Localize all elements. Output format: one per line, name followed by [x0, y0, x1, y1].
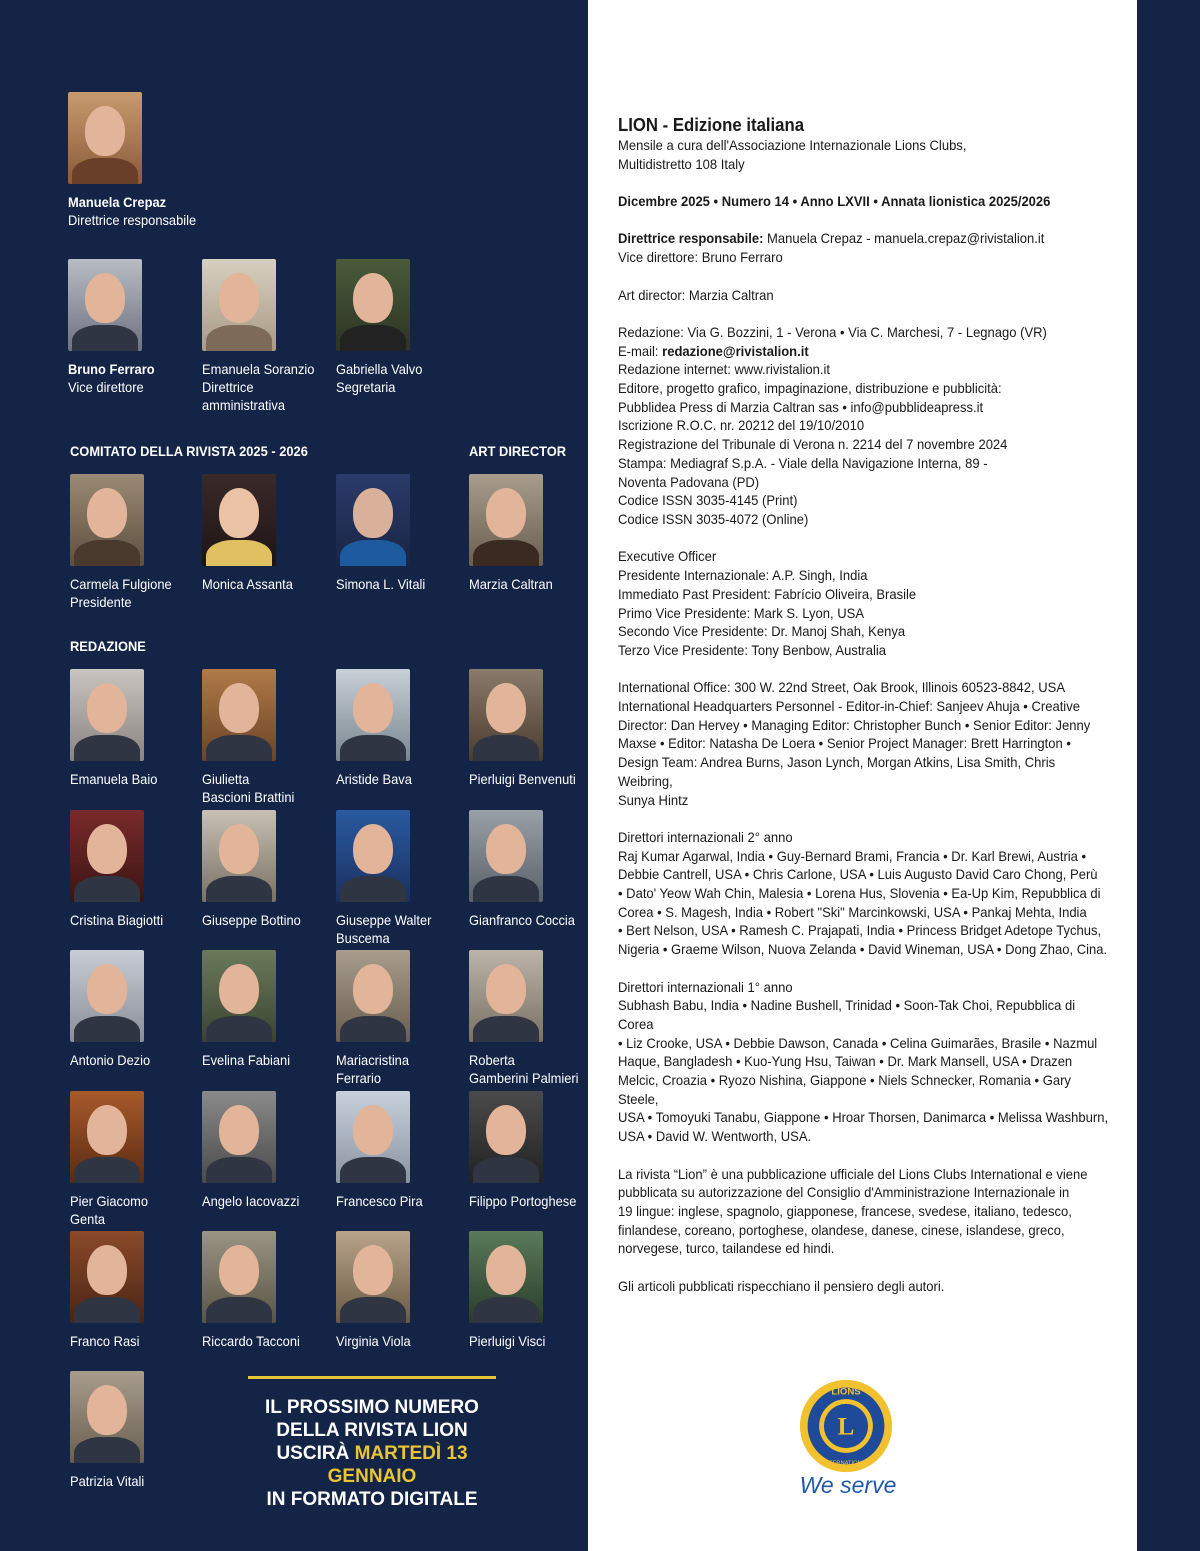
art-line: Art director: Marzia Caltran [618, 286, 774, 303]
redazione-card [70, 1371, 195, 1490]
text-line: Melcic, Croazia • Ryozo Nishina, Giappone • Niels Schnecker, Romania • Gary Steele, [618, 1072, 1071, 1107]
portrait-photo [336, 1091, 410, 1183]
person-name-line2: Genta [70, 1211, 106, 1227]
portrait-photo [70, 810, 144, 902]
direttrice-label: Direttrice responsabile: [618, 230, 764, 247]
committee-card [70, 474, 195, 611]
person-name: Roberta [469, 1052, 515, 1068]
vice-line: Vice direttore: Bruno Ferraro [618, 249, 783, 266]
text-line: Redazione internet: www.rivistalion.it [618, 361, 831, 378]
portrait-photo [202, 1231, 276, 1323]
info-block [618, 360, 1108, 528]
redazione-card [469, 810, 594, 929]
logo-bottom-text: INTERNATIONAL [823, 1460, 869, 1467]
text-line: International Office: 300 W. 22nd Street, Oak Brook, Illinois 60523-8842, USA [618, 679, 1066, 696]
redazione-card [469, 1091, 594, 1210]
redazione-card [202, 950, 327, 1069]
person-role: Direttrice [202, 379, 254, 395]
text-line: Nigeria • Graeme Wilson, Nuova Zelanda • David Wineman, USA • Dong Zhao, Cina. [618, 941, 1108, 958]
redazione-card [202, 810, 327, 929]
person-name: Emanuela Soranzio [202, 361, 315, 377]
redazione-card [202, 669, 327, 806]
person-name-line2: Buscema [336, 930, 390, 946]
redazione-card [70, 950, 195, 1069]
text-line: • Dato' Yeow Wah Chin, Malesia • Lorena Hus, Slovenia • Ea-Up Kim, Repubblica di [618, 885, 1101, 902]
person-role: Presidente [70, 594, 132, 610]
directors-2-block [618, 828, 1108, 959]
committee-title: COMITATO DELLA RIVISTA 2025 - 2026 [70, 443, 308, 459]
masthead [618, 114, 1108, 1314]
person-name: Gabriella Valvo [336, 361, 423, 377]
portrait-photo [202, 474, 276, 566]
redazione-card [336, 669, 461, 788]
person-name: Simona L. Vitali [336, 576, 426, 592]
person-name-line2: Gamberini Palmieri [469, 1070, 579, 1086]
person-name: Gianfranco Coccia [469, 912, 575, 928]
portrait-photo [469, 1231, 543, 1323]
text-line: Director: Dan Hervey • Managing Editor: Christopher Bunch • Senior Editor: Jenny [618, 716, 1091, 733]
text-line: Iscrizione R.O.C. nr. 20212 del 19/10/2010 [618, 417, 865, 434]
text-line: finlandese, coreano, portoghese, olandese, danese, cinese, islandese, greco, [618, 1221, 1065, 1238]
person-role: Segretaria [336, 379, 396, 395]
portrait-photo [202, 810, 276, 902]
portrait-photo [70, 474, 144, 566]
text-line: Noventa Padovana (PD) [618, 473, 760, 490]
text-line: Stampa: Mediagraf S.p.A. - Viale della Navigazione Interna, 89 - [618, 454, 988, 471]
art-director-title: ART DIRECTOR [469, 443, 567, 459]
text-line: Codice ISSN 3035-4145 (Print) [618, 492, 798, 509]
redazione-card [469, 950, 594, 1087]
portrait-photo [336, 950, 410, 1042]
portrait-photo [469, 1091, 543, 1183]
director-card [68, 92, 197, 229]
directors-1-block [618, 978, 1108, 1146]
person-name: Evelina Fabiani [202, 1052, 291, 1068]
portrait-photo [336, 1231, 410, 1323]
portrait-photo [336, 474, 410, 566]
person-name: Francesco Pira [336, 1193, 423, 1209]
text-line: Raj Kumar Agarwal, India • Guy-Bernard Brami, Francia • Dr. Karl Brewi, Austria • [618, 847, 1087, 864]
email-label: E-mail: [618, 342, 663, 359]
portrait-photo [70, 669, 144, 761]
redazione-card [70, 810, 195, 929]
committee-card [336, 474, 461, 593]
lions-logo-icon [798, 1378, 894, 1474]
portrait-photo [336, 259, 410, 351]
masthead-title: LION - Edizione italiana [618, 115, 805, 135]
logo-top-text: LIONS [831, 1386, 861, 1398]
redazione-card [70, 669, 195, 788]
text-line: Editore, progetto grafico, impaginazione, distribuzione e pubblicità: [618, 380, 1002, 397]
text-line: norvegese, turco, tailandese ed hindi. [618, 1240, 835, 1257]
redazione-title: REDAZIONE [70, 638, 146, 654]
redazione-card [202, 1231, 327, 1350]
committee-card [202, 474, 327, 593]
email-link[interactable]: redazione@rivistalion.it [662, 342, 809, 359]
right-panel [588, 0, 1137, 1551]
redazione-card [469, 1231, 594, 1350]
person-role: amministrativa [202, 397, 286, 413]
executive-block [618, 547, 1108, 659]
portrait-photo [469, 669, 543, 761]
next-issue-line: DELLA RIVISTA LION [276, 1420, 468, 1441]
masthead-subtitle: Mensile a cura dell'Associazione Internazionale Lions Clubs, [618, 137, 967, 153]
text-line: • Liz Crooke, USA • Debbie Dawson, Canada • Celina Guimarães, Brasile • Nazmul [618, 1034, 1098, 1051]
staff-card [202, 259, 327, 414]
person-role: Vice direttore [68, 379, 144, 395]
person-name: Emanuela Baio [70, 771, 158, 787]
left-panel [0, 0, 588, 1551]
person-name-line2: Bascioni Brattini [202, 789, 295, 805]
text-line: Design Team: Andrea Burns, Jason Lynch, Morgan Atkins, Lisa Smith, Chris Weibring, [618, 754, 1056, 789]
portrait-photo [70, 1231, 144, 1323]
person-name: Giulietta [202, 771, 250, 787]
text-line: International Headquarters Personnel - Editor-in-Chief: Sanjeev Ahuja • Creative [618, 698, 1080, 714]
person-name: Riccardo Tacconi [202, 1333, 300, 1349]
portrait-photo [68, 259, 142, 351]
person-name: Monica Assanta [202, 576, 293, 592]
person-name: Marzia Caltran [469, 576, 553, 592]
text-line: USA • Tomoyuki Tanabu, Giappone • Hroar Thorsen, Danimarca • Melissa Washburn, [618, 1109, 1109, 1126]
redazione-card [336, 1091, 461, 1210]
redazione-card [70, 1091, 195, 1228]
text-line: La rivista “Lion” è una pubblicazione ufficiale del Lions Clubs International e viene [618, 1165, 1088, 1182]
disclaimer: Gli articoli pubblicati rispecchiano il pensiero degli autori. [618, 1277, 945, 1294]
international-block [618, 678, 1108, 809]
redazione-card [70, 1231, 195, 1350]
direttrice-line [618, 229, 1108, 248]
person-name: Pierluigi Benvenuti [469, 771, 576, 787]
next-issue-date: MARTEDÌ 13 GENNAIO [327, 1443, 468, 1487]
person-name: Antonio Dezio [70, 1052, 151, 1068]
right-edge-strip [1137, 0, 1200, 1551]
slogan: We serve [799, 1472, 897, 1498]
next-issue-banner [248, 1376, 496, 1511]
email-line [618, 342, 1108, 361]
staff-card [336, 259, 461, 396]
next-issue-line [248, 1442, 496, 1488]
person-name: Giuseppe Bottino [202, 912, 301, 928]
text-line: Registrazione del Tribunale di Verona n. 2214 del 7 novembre 2024 [618, 436, 1008, 453]
person-name: Angelo Iacovazzi [202, 1193, 300, 1209]
art-director-card [469, 474, 594, 593]
portrait-photo [202, 1091, 276, 1183]
person-name: Carmela Fulgione [70, 576, 172, 592]
redazione-card [336, 950, 461, 1087]
text-line: Secondo Vice Presidente: Dr. Manoj Shah, Kenya [618, 623, 906, 640]
person-name: Aristide Bava [336, 771, 412, 787]
issue-info: Dicembre 2025 • Numero 14 • Anno LXVII • Annata lionistica 2025/2026 [618, 193, 1051, 210]
logo-letter: L [837, 1413, 855, 1441]
masthead-subtitle: Multidistretto 108 Italy [618, 155, 745, 172]
text-line: Pubblidea Press di Marzia Caltran sas • info@pubblideapress.it [618, 398, 984, 415]
portrait-photo [202, 950, 276, 1042]
person-name: Pier Giacomo [70, 1193, 149, 1209]
person-name-line2: Ferrario [336, 1070, 382, 1086]
text-line: USA • David W. Wentworth, USA. [618, 1128, 812, 1145]
portrait-photo [469, 950, 543, 1042]
portrait-photo [202, 259, 276, 351]
portrait-photo [70, 1091, 144, 1183]
next-issue-line: IN FORMATO DIGITALE [266, 1489, 478, 1510]
person-role: Direttrice responsabile [68, 212, 197, 228]
person-name: Cristina Biagiotti [70, 912, 164, 928]
portrait-photo [68, 92, 142, 184]
text-line: Executive Officer [618, 548, 717, 565]
redazione-card [469, 669, 594, 788]
text-line: Presidente Internazionale: A.P. Singh, India [618, 567, 868, 584]
text-line: Direttori internazionali 1° anno [618, 978, 793, 995]
next-issue-text: USCIRÀ [276, 1443, 355, 1464]
person-name: Patrizia Vitali [70, 1473, 145, 1489]
text-line: Immediato Past President: Fabrício Oliveira, Brasile [618, 585, 917, 602]
person-name: Mariacristina [336, 1052, 410, 1068]
redazione-line: Redazione: Via G. Bozzini, 1 - Verona • Via C. Marchesi, 7 - Legnago (VR) [618, 323, 1047, 340]
portrait-photo [202, 669, 276, 761]
text-line: Primo Vice Presidente: Mark S. Lyon, USA [618, 604, 865, 621]
direttrice-value: Manuela Crepaz - manuela.crepaz@rivistalion.it [763, 230, 1045, 247]
staff-card [68, 259, 193, 396]
text-line: Codice ISSN 3035-4072 (Online) [618, 511, 809, 527]
person-name: Giuseppe Walter [336, 912, 432, 928]
text-line: Direttori internazionali 2° anno [618, 828, 793, 845]
person-name: Pierluigi Visci [469, 1333, 546, 1349]
text-line: Sunya Hintz [618, 791, 689, 808]
text-line: • Bert Nelson, USA • Ramesh C. Prajapati, India • Princess Bridget Adetope Tychus, [618, 922, 1102, 939]
portrait-photo [469, 810, 543, 902]
text-line: pubblicata su autorizzazione del Consiglio d'Amministrazione Internazionale in [618, 1184, 1070, 1201]
next-issue-line: IL PROSSIMO NUMERO [265, 1397, 479, 1418]
person-name: Filippo Portoghese [469, 1193, 577, 1209]
text-line: Haque, Bangladesh • Kuo-Yung Hsu, Taiwan • Dr. Mark Mansell, USA • Drazen [618, 1053, 1073, 1070]
portrait-photo [336, 810, 410, 902]
redazione-card [202, 1091, 327, 1210]
text-line: Subhash Babu, India • Nadine Bushell, Trinidad • Soon-Tak Choi, Repubblica di Corea [618, 997, 1076, 1032]
text-line: Terzo Vice Presidente: Tony Benbow, Australia [618, 641, 887, 658]
text-line: Corea • S. Magesh, India • Robert "Ski" Marcinkowski, USA • Pankaj Mehta, India [618, 903, 1087, 920]
person-name: Franco Rasi [70, 1333, 140, 1349]
redazione-card [336, 810, 461, 947]
person-name: Bruno Ferraro [68, 361, 155, 377]
portrait-photo [70, 1371, 144, 1463]
portrait-photo [70, 950, 144, 1042]
rivista-block [618, 1165, 1108, 1259]
redazione-card [336, 1231, 461, 1350]
person-name: Virginia Viola [336, 1333, 411, 1349]
text-line: Debbie Cantrell, USA • Chris Carlone, USA • Luis Augusto David Caro Chong, Perù [618, 866, 1098, 883]
portrait-photo [469, 474, 543, 566]
text-line: 19 lingue: inglese, spagnolo, giapponese, francese, svedese, italiano, tedesco, [618, 1202, 1072, 1219]
portrait-photo [336, 669, 410, 761]
person-name: Manuela Crepaz [68, 194, 167, 210]
text-line: Maxse • Editor: Natasha De Loera • Senior Project Manager: Brett Harrington • [618, 735, 1071, 752]
